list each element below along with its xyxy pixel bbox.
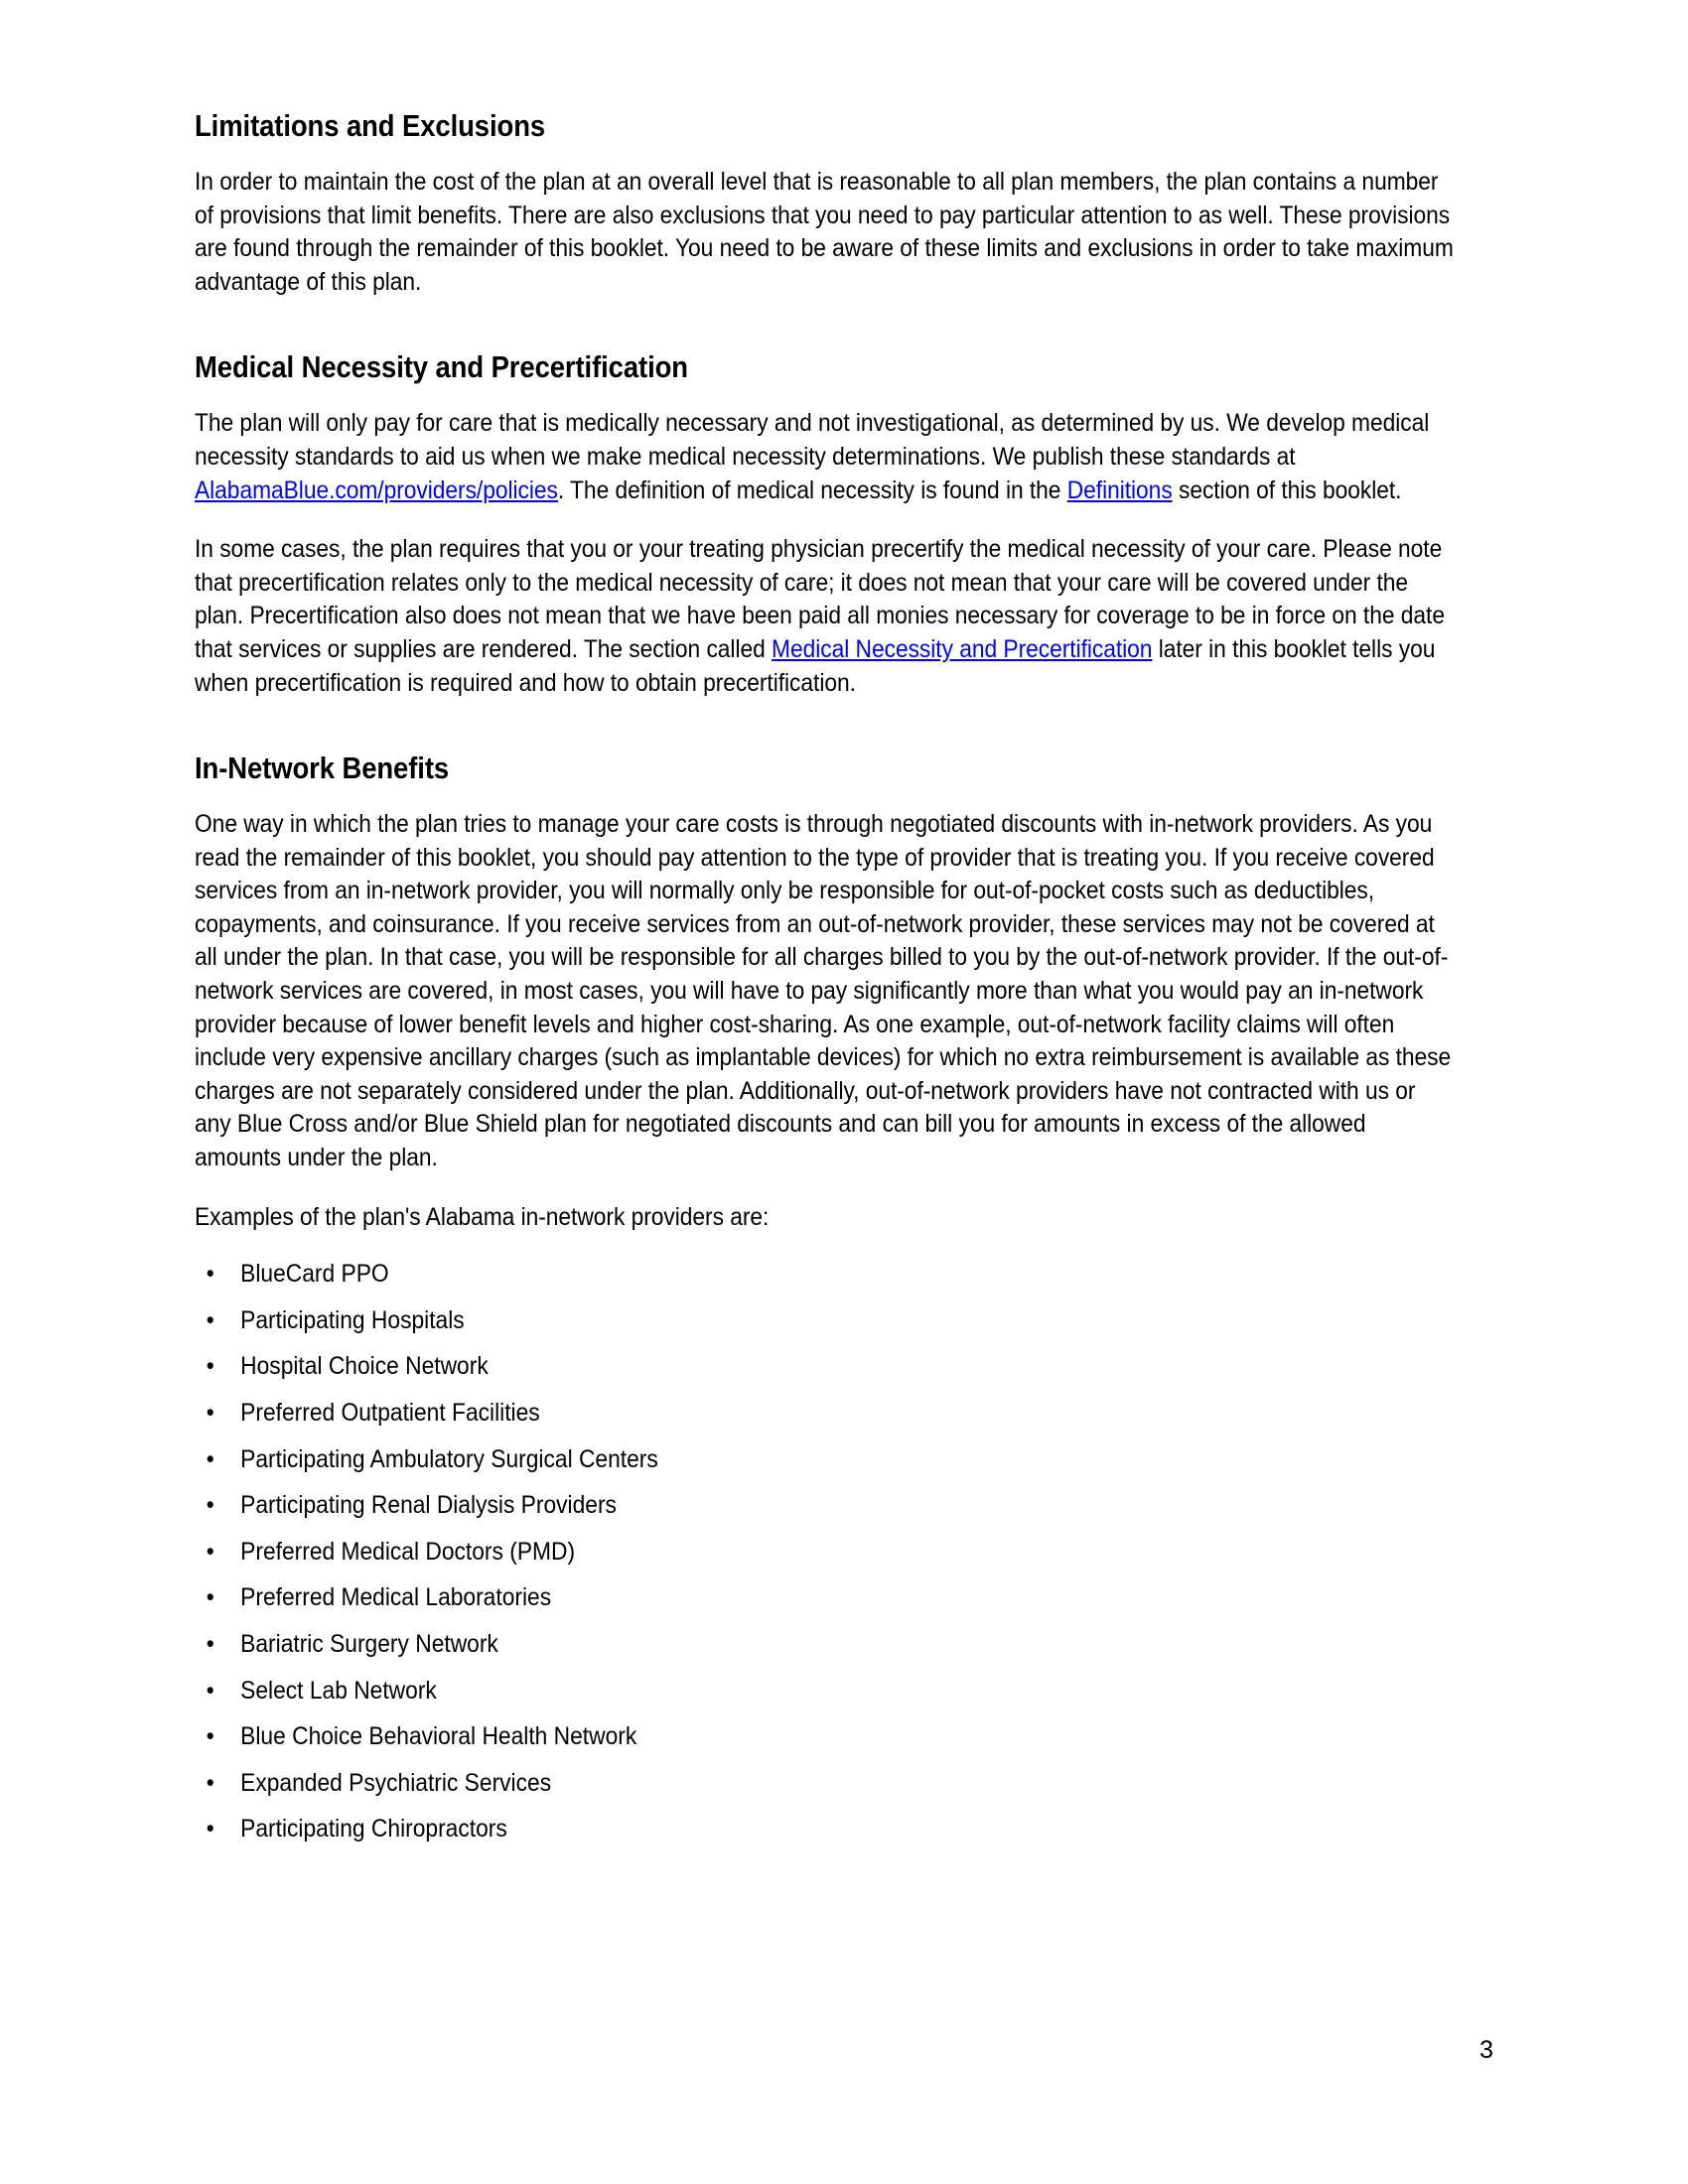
section-spacer <box>195 726 1458 751</box>
list-item-label: Participating Renal Dialysis Providers <box>240 1491 617 1520</box>
paragraph-in-network-overview: One way in which the plan tries to manage your care costs is through negotiated discounts with in-network providers. As you read the remainder of this booklet, you should pay attention to the type of provider that is treating you. If you receive covered services from an in-network provider, you will normally only be responsible for out-of-pocket costs such as deductibles, copayments, and coinsurance. If you receive services from an out-of-network provider, these services may not be covered at all under the plan. In that case, you will be responsible for all charges billed to you by the out-of-network provider. If the out-of-network services are covered, in most cases, you will have to pay significantly more than what you would pay an in-network provider because of lower benefit levels and higher cost-sharing. As one example, out-of-network facility claims will often include very expensive ancillary charges (such as implantable devices) for which no extra reimbursement is available as these charges are not separately considered under the plan. Additionally, out-of-network providers have not contracted with us or any Blue Cross and/or Blue Shield plan for negotiated discounts and can bill you for amounts in excess of the allowed amounts under the plan. <box>195 810 1452 1172</box>
bullet-icon: • <box>206 1260 214 1289</box>
link-alabamablue-providers-policies[interactable]: AlabamaBlue.com/providers/policies <box>195 476 558 504</box>
list-item <box>195 1628 1337 1662</box>
link-definitions[interactable]: Definitions <box>1066 476 1173 504</box>
list-item <box>195 1397 1337 1431</box>
in-network-provider-list <box>195 1258 1458 1846</box>
list-item <box>195 1350 1337 1384</box>
bullet-icon: • <box>206 1768 214 1797</box>
list-item <box>195 1675 1337 1708</box>
bullet-icon: • <box>206 1583 214 1612</box>
list-item-label: Participating Ambulatory Surgical Centers <box>240 1444 658 1473</box>
paragraph-precertification-details <box>195 533 1458 700</box>
list-item-label: Expanded Psychiatric Services <box>240 1768 552 1797</box>
bullet-icon: • <box>206 1491 214 1520</box>
list-item <box>195 1443 1337 1477</box>
bullet-icon: • <box>206 1722 214 1751</box>
paragraph-limitations-intro: In order to maintain the cost of the plan at an overall level that is reasonable to all plan members, the plan contains a number of provisions that limit benefits. There are also exclusions that you need to pay particular attention to as well. These provisions are found through the remainder of this booklet. You need to be aware of these limits and exclusions in order to take maximum advantage of this plan. <box>195 167 1454 296</box>
page-number: 3 <box>1478 2035 1493 2064</box>
page-content <box>195 109 1458 1859</box>
heading-medical-necessity-and-precertification: Medical Necessity and Precertification <box>195 350 688 385</box>
list-item-label: Select Lab Network <box>240 1676 437 1705</box>
list-item-label: Participating Chiropractors <box>240 1815 507 1843</box>
heading-in-network-benefits: In-Network Benefits <box>195 751 450 786</box>
section-spacer <box>195 325 1458 350</box>
list-item <box>195 1813 1337 1846</box>
list-item-label: Participating Hospitals <box>240 1305 465 1334</box>
paragraph-text-segment: later in this booklet tells you when precertification is required and how to obtain precertification. <box>195 634 1436 697</box>
bullet-icon: • <box>206 1444 214 1473</box>
list-item-label: Blue Choice Behavioral Health Network <box>240 1722 637 1751</box>
list-item <box>195 1720 1337 1754</box>
bullet-icon: • <box>206 1352 214 1381</box>
paragraph-text-segment: . The definition of medical necessity is found in the <box>557 476 1067 504</box>
list-item <box>195 1489 1337 1523</box>
link-medical-necessity-and-precertification[interactable]: Medical Necessity and Precertification <box>772 634 1153 663</box>
list-item <box>195 1536 1337 1570</box>
paragraph-text-segment: The plan will only pay for care that is medically necessary and not investigational, as determined by us. We develop medical necessity standards to aid us when we make medical necessity determinations. We publish these standards at <box>195 409 1430 471</box>
paragraph-medical-necessity-standards <box>195 407 1458 507</box>
list-item-label: Preferred Outpatient Facilities <box>240 1398 540 1427</box>
list-item <box>195 1258 1337 1292</box>
heading-limitations-and-exclusions: Limitations and Exclusions <box>195 109 546 143</box>
list-item-label: Bariatric Surgery Network <box>240 1629 498 1658</box>
bullet-icon: • <box>206 1537 214 1566</box>
list-item <box>195 1304 1337 1338</box>
paragraph-examples-intro: Examples of the plan's Alabama in-network providers are: <box>195 1202 770 1231</box>
paragraph-text-segment: section of this booklet. <box>1172 476 1402 504</box>
list-item-label: BlueCard PPO <box>240 1260 389 1289</box>
list-item-label: Preferred Medical Laboratories <box>240 1583 552 1612</box>
bullet-icon: • <box>206 1398 214 1427</box>
bullet-icon: • <box>206 1815 214 1843</box>
bullet-icon: • <box>206 1629 214 1658</box>
list-item <box>195 1767 1337 1801</box>
bullet-icon: • <box>206 1676 214 1705</box>
list-item-label: Preferred Medical Doctors (PMD) <box>240 1537 576 1566</box>
paragraph-text-segment: In some cases, the plan requires that you or your treating physician precertify the medical necessity of your care. Please note that precertification relates only to the medical necessity of care; it does not mean that your care will be covered under the plan. Precertification also does not mean that we have been paid all monies necessary for coverage to be in force on the date that services or supplies are rendered. The section called <box>195 535 1445 663</box>
list-item-label: Hospital Choice Network <box>240 1352 489 1381</box>
list-item <box>195 1581 1337 1615</box>
bullet-icon: • <box>206 1305 214 1334</box>
